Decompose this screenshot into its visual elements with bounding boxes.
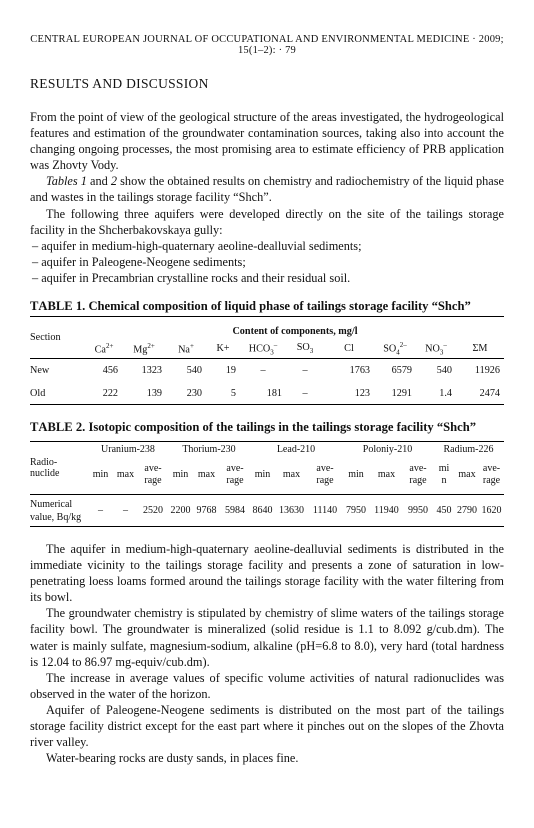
column-header: K+ — [216, 342, 230, 354]
section-header: Section — [30, 332, 61, 343]
paragraph: The groundwater chemistry is stipulated by chemistry of slime waters of the tailings storage facility bowl. The groundwater is mineralized (solid residue is 1.1 to 8.092 g/cub.dm). The water is mainly sulfate, magnesium-sodium, alkaline (pH=6.8 to 8.0), very hard (total hardness is 12.04 to 86.97 mg-equiv/cub.dm). — [30, 606, 504, 669]
paragraph: The aquifer in medium-high-quaternary aeoline-dealluvial sediments is distributed in the immediate vicinity to the tailings storage facility and presents a zone of saturation in low-penetrating loess loams formed around the tailings storage facility with the water filtering from its bowl. — [30, 542, 504, 605]
table-row: Old 222 139 230 5 181 – 123 1291 1.4 2474 — [30, 383, 504, 405]
row-header: Radio- nuclide — [30, 457, 60, 479]
list-item: – aquifer in medium-high-quaternary aeoline-dealluvial sediments; — [32, 238, 362, 253]
paragraph: From the point of view of the geological structure of the areas investigated, the hydrogeological features and estimation of the groundwater contamination sources, taking also into account the changing ongoing processes, the most promising area to estimate efficiency of PRB application was Zhovty Vody. — [30, 110, 504, 173]
table2: Radio- nuclide Uranium-238 Thorium-230 Lead-210 Poloniy-210 Radium-226 min max ave- rage min max ave- rage min max ave- rage min max ave- rage mi n max ave- rage Numerical value, Bq/kg – – 2520 2200 9768 5984 8640 13630 11140 7950 11940 9950 450 2790 1620 — [30, 441, 504, 527]
paragraph: Tables 1 and 2 show the obtained results on chemistry and radiochemistry of the liquid phase and wastes in the tailings storage facility “Shch”. — [30, 174, 504, 205]
running-header: CENTRAL EUROPEAN JOURNAL OF OCCUPATIONAL AND ENVIRONMENTAL MEDICINE · 2009; 15(1–2): · 79 — [30, 34, 504, 56]
paragraph: Water-bearing rocks are dusty sands, in places fine. — [46, 751, 299, 766]
intro-text — [30, 109, 504, 286]
column-header: $SO_3$ — [296, 341, 314, 355]
table2-caption: TABLE 2. Isotopic composition of the tailings in the tailings storage facility “Shch” — [30, 420, 477, 434]
table1-caption: TABLE 1. Chemical composition of liquid phase of tailings storage facility “Shch” — [30, 299, 471, 313]
paragraph: The increase in average values of specific volume activities of natural radionuclides was observed in the water of the horizon. — [30, 670, 504, 701]
paragraph: The following three aquifers were developed directly on the site of the tailings storage facility in the Shcherbakovskaya gully: — [30, 206, 504, 237]
column-header: $Ca^{2+}$ — [94, 341, 114, 355]
discussion-text — [30, 541, 504, 766]
column-header: $HCO_3^-$ — [248, 340, 278, 356]
group-header: Radium-226 — [443, 443, 494, 455]
list-item: – aquifer in Paleogene-Neogene sediments; — [32, 254, 246, 269]
paragraph: Aquifer of Paleogene-Neogene sediments is distributed on the most part of the tailings storage facility district except for the east part where it pinches out on the slopes of the Zhovta river valley. — [30, 702, 504, 750]
table-row: New 456 1323 540 19 – – 1763 6579 540 11926 — [30, 365, 500, 377]
group-header: Uranium-238 — [101, 443, 155, 455]
column-header: Na+ — [178, 341, 194, 355]
column-header: $NO_3^-$ — [425, 340, 447, 356]
table1 — [30, 316, 504, 405]
group-header: Lead-210 — [276, 443, 316, 455]
citation: · 2009; 15(1–2): · 79 — [237, 34, 504, 56]
table-row: Numerical value, Bq/kg – – 2520 2200 9768 5984 8640 13630 11140 7950 11940 9950 450 2790 1620 — [30, 495, 504, 527]
list-item: – aquifer in Precambrian crystalline rocks and their residual soil. — [32, 270, 351, 285]
group-header: Content of components, mg/l — [232, 326, 358, 338]
column-header: ΣM — [472, 342, 488, 354]
section-heading: RESULTS AND DISCUSSION — [30, 76, 209, 91]
column-header: $SO_4^{2-}$ — [383, 340, 407, 356]
group-header: Thorium-230 — [182, 443, 236, 455]
column-header: Cl — [344, 342, 354, 354]
column-header: $Mg^{2+}$ — [133, 341, 155, 355]
group-header: Poloniy-210 — [362, 443, 413, 455]
